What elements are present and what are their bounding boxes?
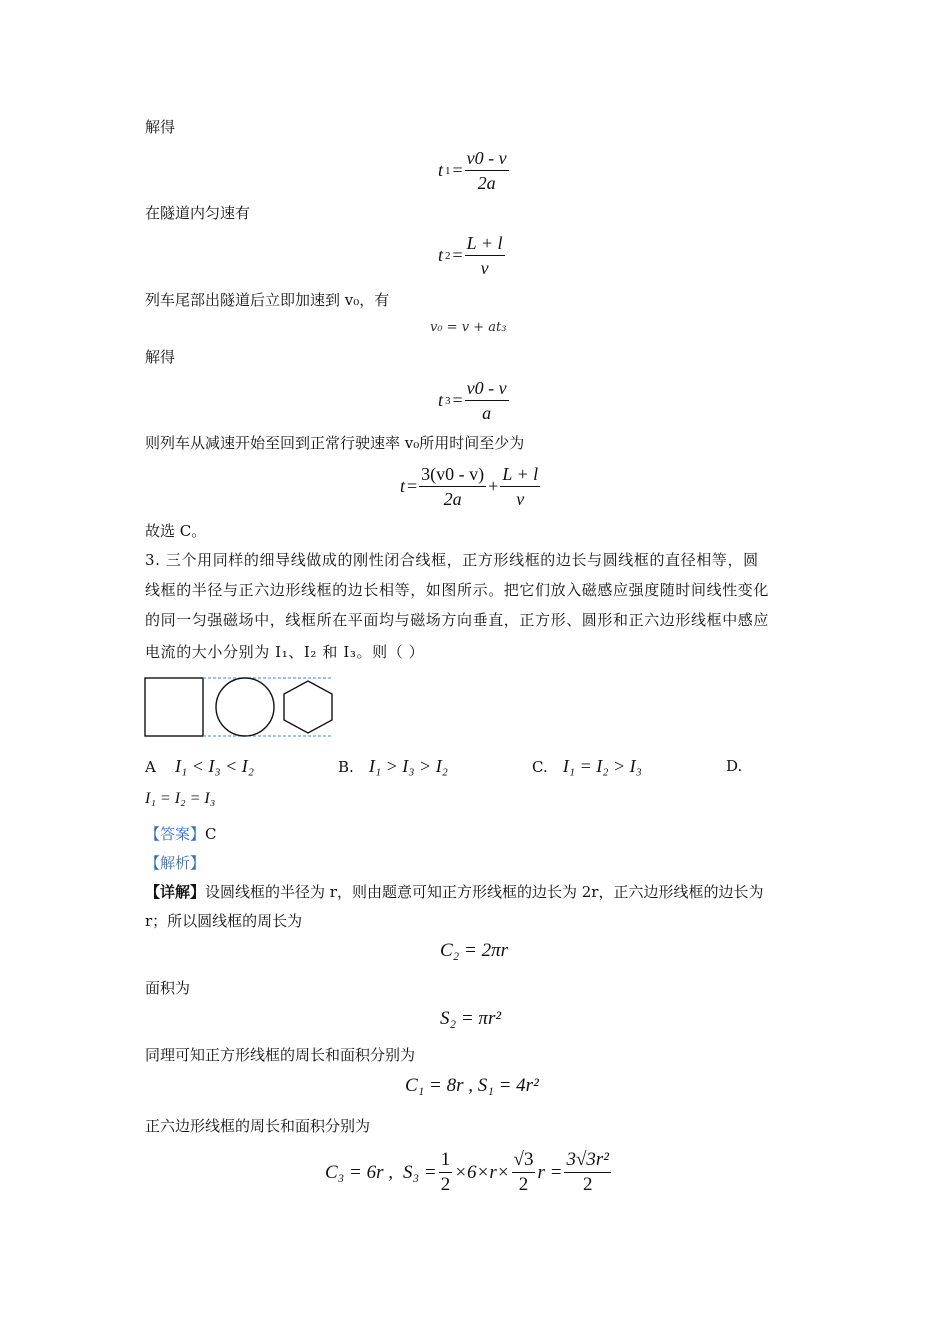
eq-t1-sub: 1 [445, 164, 451, 177]
eq-s3-root-den: 2 [518, 1174, 529, 1195]
shapes-figure [143, 675, 343, 741]
question-number: 3. [145, 551, 161, 569]
text-tunnel: 在隧道内匀速有 [145, 204, 251, 222]
eq-s3-mid: ×6×r× [454, 1161, 510, 1183]
equation-c3-s3 [325, 1150, 611, 1195]
question-text-1: 三个用同样的细导线做成的刚性闭合线框，正方形线框的边长与圆线框的直径相等，圆 [165, 551, 759, 569]
option-b-label: B. [338, 758, 354, 776]
text-jiede-2: 解得 [145, 348, 176, 366]
text-total: 则列车从减速开始至回到正常行驶速率 v₀所用时间至少为 [145, 434, 525, 452]
option-d[interactable] [726, 756, 742, 776]
equation-c2: C₂ = 2πr [440, 940, 509, 961]
option-d-label: D. [726, 757, 743, 775]
eq-t1-num: v0 - v [465, 148, 509, 171]
answer-tag: 【答案】 [145, 825, 206, 843]
text-hex: 正六边形线框的周长和面积分别为 [145, 1117, 371, 1135]
eq-t3-num: v0 - v [465, 378, 509, 401]
analysis-tag: 【解析】 [145, 854, 206, 872]
eq-t2-sub: 2 [445, 249, 451, 262]
option-b[interactable] [338, 756, 448, 777]
eq-t-lhs: t [400, 476, 406, 496]
eq-s3-lhs: S₃ = [403, 1161, 437, 1183]
answer-value: C [205, 825, 217, 843]
eq-t2-lhs: t [438, 245, 444, 265]
eq-t1-den: 2a [477, 173, 496, 193]
option-b-text: I₁ > I₃ > I₂ [368, 756, 448, 776]
question-line-2: 线框的半径与正六边形线框的边长相等，如图所示。把它们放入磁感应强度随时间线性变化 [145, 581, 770, 599]
equation-v0: v₀ = v + at₃ [430, 320, 507, 335]
question-line-3: 的同一匀强磁场中，线框所在平面均与磁场方向垂直，正方形、圆形和正六边形线框中感应 [145, 611, 770, 629]
option-c-text: I₁ = I₂ > I₃ [562, 756, 642, 776]
eq-t-f2-den: v [516, 489, 525, 509]
circle-frame [216, 678, 274, 736]
equation-s2: S₂ = πr² [440, 1008, 502, 1029]
eq-c3: C₃ = 6r , [325, 1161, 393, 1183]
equation-t1: t 1 = $\frac{v0 - v}{2a}$ [438, 148, 507, 193]
eq-s3-res-den: 2 [582, 1174, 593, 1195]
equation-c1-s1: C₁ = 8r , S₁ = 4r² [405, 1075, 539, 1096]
detail-line-1 [145, 882, 763, 902]
option-a[interactable] [145, 756, 254, 777]
option-d-text: I₁ = I₂ = I₃ [145, 790, 216, 807]
question-line-4: 电流的大小分别为 I₁、I₂ 和 I₃。则（ ） [145, 643, 425, 661]
option-a-label: A [145, 758, 156, 776]
text-answer-prev: 故选 C。 [145, 522, 207, 540]
option-a-text: I₁ < I₃ < I₂ [174, 756, 254, 776]
eq-s3-r: r = [537, 1161, 563, 1183]
hexagon-frame [284, 681, 332, 733]
eq-s3-half-num: 1 [439, 1150, 453, 1173]
eq-t-f2-num: L + l [500, 464, 540, 487]
eq-t3-sub: 3 [445, 394, 451, 407]
eq-s3-res-num: 3√3r² [564, 1150, 611, 1173]
eq-t3-den: a [482, 403, 492, 423]
text-tail: 列车尾部出隧道后立即加速到 v₀，有 [145, 291, 390, 309]
eq-t2-num: L + l [465, 233, 505, 256]
detail-tag: 【详解】 [145, 883, 206, 901]
eq-t-f1-num: 3(v0 - v) [419, 464, 486, 487]
eq-t1-lhs: t [438, 160, 444, 180]
question-line-1 [145, 550, 759, 570]
answer-line [145, 824, 217, 844]
eq-t3-lhs: t [438, 390, 444, 410]
detail-text-1: 设圆线框的半径为 r，则由题意可知正方形线框的边长为 2r，正六边形线框的边长为 [205, 883, 764, 901]
detail-line-2: r；所以圆线框的周长为 [145, 912, 303, 930]
option-c[interactable] [532, 756, 642, 777]
square-frame [145, 678, 203, 736]
equation-t-total: t = $\frac{3(v0 - v)}{2a}$ + $\frac{L + l}{v}$ [400, 464, 539, 509]
text-area: 面积为 [145, 979, 191, 997]
text-jiede-1: 解得 [145, 118, 176, 136]
option-c-label: C. [532, 758, 548, 776]
equation-t2: t 2 = $\frac{L + l}{v}$ [438, 233, 503, 278]
text-same: 同理可知正方形线框的周长和面积分别为 [145, 1046, 416, 1064]
eq-t2-den: v [480, 258, 489, 278]
eq-t-plus: + [488, 476, 499, 496]
eq-s3-root-num: √3 [512, 1150, 536, 1173]
eq-t-f1-den: 2a [443, 489, 462, 509]
eq-s3-half-den: 2 [440, 1174, 451, 1195]
equation-t3: t 3 = $\frac{v0 - v}{a}$ [438, 378, 507, 423]
